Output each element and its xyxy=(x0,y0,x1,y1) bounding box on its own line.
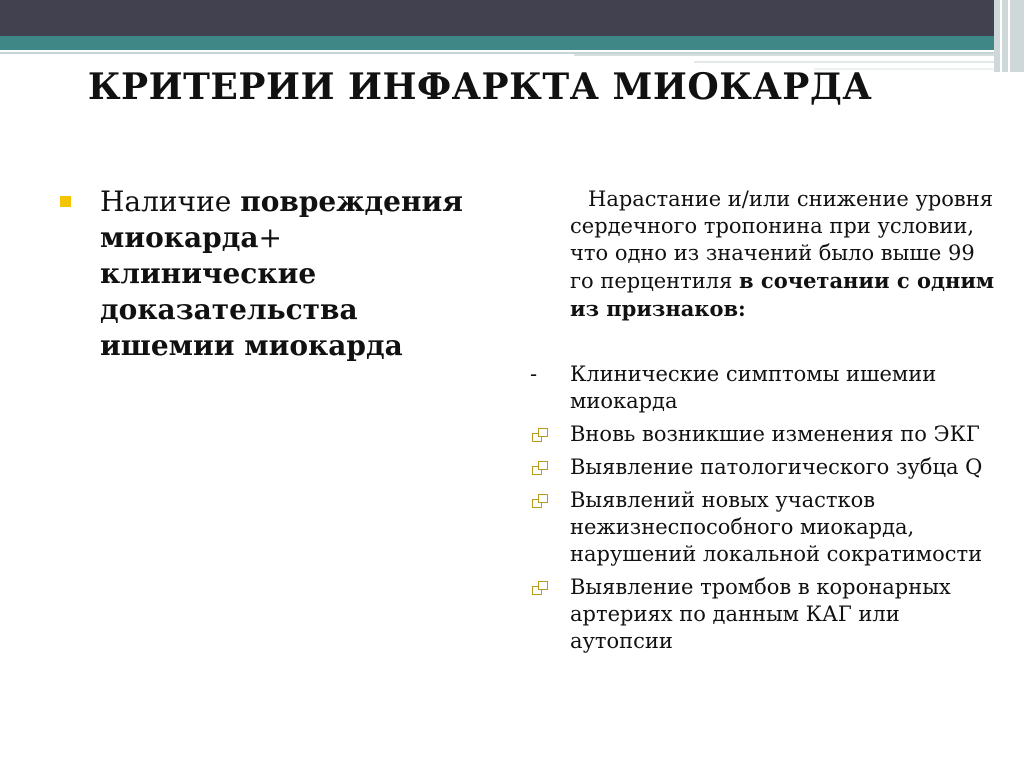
double-box-bullet-icon xyxy=(532,580,550,596)
double-box-bullet-icon xyxy=(532,493,550,509)
left-bold-rest: клинические доказательства ишемии миокарда xyxy=(100,257,403,362)
header-dark-band xyxy=(0,0,1024,36)
list-item xyxy=(530,487,1000,568)
dash-marker: - xyxy=(530,362,538,386)
criterion-text: Вновь возникшие изменения по ЭКГ xyxy=(570,422,980,446)
list-item xyxy=(530,421,1000,448)
left-plus: + xyxy=(258,221,282,254)
criterion-text: Выявление патологического зубца Q xyxy=(570,455,983,479)
slide-title: КРИТЕРИИ ИНФАРКТА МИОКАРДА xyxy=(87,66,873,108)
double-box-bullet-icon xyxy=(532,460,550,476)
criterion-text: Выявление тромбов в коронарных артериях по данным КАГ или аутопсии xyxy=(570,575,951,653)
square-bullet-icon xyxy=(60,196,71,207)
left-bold-part: повреждения миокарда xyxy=(100,185,463,254)
criteria-list xyxy=(530,361,1000,655)
left-bullet-text xyxy=(100,184,490,364)
list-item xyxy=(530,454,1000,481)
intro-bold: в сочетании с одним из признаков: xyxy=(570,268,995,321)
right-column xyxy=(530,186,1000,661)
criterion-text: Выявлений новых участков нежизнеспособного миокарда, нарушений локальной сократимости xyxy=(570,488,983,566)
left-plain-lead: Наличие xyxy=(100,185,241,218)
header-teal-band xyxy=(0,36,1024,50)
troponin-intro xyxy=(570,186,1000,323)
criterion-text: Клинические симптомы ишемии миокарда xyxy=(570,362,937,413)
double-box-bullet-icon xyxy=(532,427,550,443)
header-corner-accent xyxy=(994,0,1024,72)
list-item xyxy=(530,574,1000,655)
left-bullet-block xyxy=(60,184,490,364)
intro-plain: Нарастание и/или снижение уровня сердечного тропонина при условии, что одно из значений было выше 99 го перцентиля xyxy=(570,187,993,293)
list-item xyxy=(530,361,1000,415)
